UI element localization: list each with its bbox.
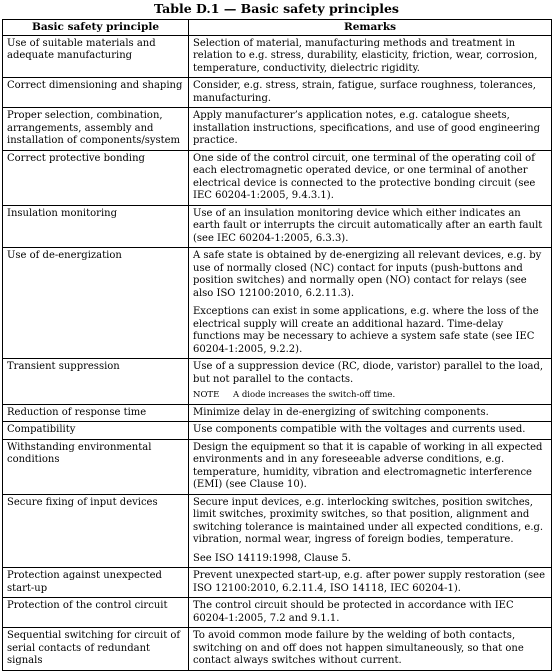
table-header-row: [3, 20, 552, 36]
table-row: [3, 628, 552, 671]
remark-paragraph: To avoid common mode failure by the welding of both contacts, switching on and off does not happen simultaneously, so that one contact always switches without current.: [193, 630, 524, 666]
principle-cell: Insulation monitoring: [3, 205, 189, 248]
table-row: [3, 150, 552, 205]
table-row: [3, 205, 552, 248]
remark-paragraph: Consider, e.g. stress, strain, fatigue, surface roughness, tolerances, manufacturing.: [193, 80, 536, 104]
remark-paragraph: Use of an insulation monitoring device which either indicates an earth fault or interrupts the circuit automatically after an earth fault (see IEC 60204-1:2005, 6.3.3).: [193, 207, 543, 244]
principle-cell: Protection of the control circuit: [3, 598, 189, 628]
remarks-cell: [189, 568, 552, 598]
table-row: [3, 598, 552, 628]
table-row: [3, 439, 552, 494]
principle-cell: Use of suitable materials and adequate manufacturing: [3, 35, 189, 78]
principle-cell: Secure fixing of input devices: [3, 494, 189, 568]
principle-cell: Proper selection, combination, arrangements, assembly and installation of components/system: [3, 108, 189, 151]
table-row: [3, 248, 552, 359]
remark-paragraph: Use components compatible with the voltages and currents used.: [193, 424, 526, 435]
table-row: [3, 108, 552, 151]
table-row: [3, 35, 552, 78]
table-caption: Table D.1 — Basic safety principles: [154, 1, 399, 16]
principle-cell: Compatibility: [3, 422, 189, 440]
remarks-cell: [189, 205, 552, 248]
remarks-cell: [189, 628, 552, 671]
principle-cell: Correct protective bonding: [3, 150, 189, 205]
principle-cell: Correct dimensioning and shaping: [3, 78, 189, 108]
remark-paragraph: The control circuit should be protected in accordance with IEC 60204-1:2005, 7.2 and 9.1.1.: [193, 600, 514, 624]
note-text: A diode increases the switch-off time.: [233, 390, 396, 400]
remark-paragraph: Prevent unexpected start-up, e.g. after power supply restoration (see ISO 12100:2010, 6.2.11.4, ISO 14118, IEC 60204-1).: [193, 570, 546, 594]
remark-paragraph: Use of a suppression device (RC, diode, varistor) parallel to the load, but not parallel to the contacts.: [193, 361, 544, 385]
note-label: NOTE: [193, 390, 220, 400]
remark-note: [193, 389, 547, 402]
remarks-cell: [189, 598, 552, 628]
principle-cell: Sequential switching for circuit of serial contacts of redundant signals: [3, 628, 189, 671]
table-row: [3, 359, 552, 405]
principle-cell: Use of de-energization: [3, 248, 189, 359]
principle-cell: Withstanding environmental conditions: [3, 439, 189, 494]
remark-paragraph: Minimize delay in de-energizing of switching components.: [193, 406, 489, 418]
table-row: [3, 568, 552, 598]
remark-paragraph: One side of the control circuit, one terminal of the operating coil of each electromagnetic operated device, or one terminal of another electrical device is connected to the protective bonding circuit (see IEC 60204-1:2005, 9.4.3.1).: [193, 152, 536, 201]
table-row: [3, 422, 552, 440]
principle-cell: Reduction of response time: [3, 404, 189, 422]
remark-paragraph: Apply manufacturer’s application notes, e.g. catalogue sheets, installation instructions, specifications, and use of good engineering practice.: [193, 110, 541, 146]
principle-cell: Transient suppression: [3, 359, 189, 405]
remark-paragraph: Secure input devices, e.g. interlocking switches, position switches, limit switches, proximity switches, so that position, alignment and switching tolerance is maintained under all expected conditions, e.g. vibration, normal wear, ingress of foreign bodies, temperature.: [193, 496, 544, 545]
remarks-cell: [189, 35, 552, 78]
safety-principles-table: [2, 19, 552, 671]
remarks-cell: [189, 248, 552, 359]
table-row: [3, 404, 552, 422]
column-header-remarks: Remarks: [189, 20, 552, 36]
table-row: [3, 494, 552, 568]
remark-paragraph: A safe state is obtained by de-energizing all relevant devices, e.g. by use of normally closed (NC) contact for inputs (push-buttons and position switches) and normally open (NO) contact for relays (see also ISO 12100:2010, 6.2.11.3).: [193, 250, 542, 299]
remarks-cell: [189, 78, 552, 108]
table-body: [3, 35, 552, 670]
remark-paragraph: Design the equipment so that it is capable of working in all expected environments and in any foreseeable adverse conditions, e.g. temperature, humidity, vibration and electromagnetic interference (EMI) (see Clause 10).: [193, 441, 543, 490]
column-header-principle: Basic safety principle: [3, 20, 189, 36]
principle-cell: Protection against unexpected start-up: [3, 568, 189, 598]
remarks-cell: [189, 494, 552, 568]
remark-paragraph: See ISO 14119:1998, Clause 5.: [193, 552, 352, 564]
remarks-cell: [189, 404, 552, 422]
remarks-cell: [189, 422, 552, 440]
remarks-cell: [189, 150, 552, 205]
table-row: [3, 78, 552, 108]
remarks-cell: [189, 108, 552, 151]
remarks-cell: [189, 359, 552, 405]
remark-paragraph: Selection of material, manufacturing methods and treatment in relation to e.g. stress, durability, elasticity, friction, wear, corrosion, temperature, conductivity, dielectric rigidity.: [193, 37, 538, 74]
remark-paragraph: Exceptions can exist in some applications, e.g. where the loss of the electrical supply will create an additional hazard. Time-delay functions may be necessary to achieve a system safe state (see IEC 60204-1:2005, 9.2.2).: [193, 306, 539, 355]
remarks-cell: [189, 439, 552, 494]
